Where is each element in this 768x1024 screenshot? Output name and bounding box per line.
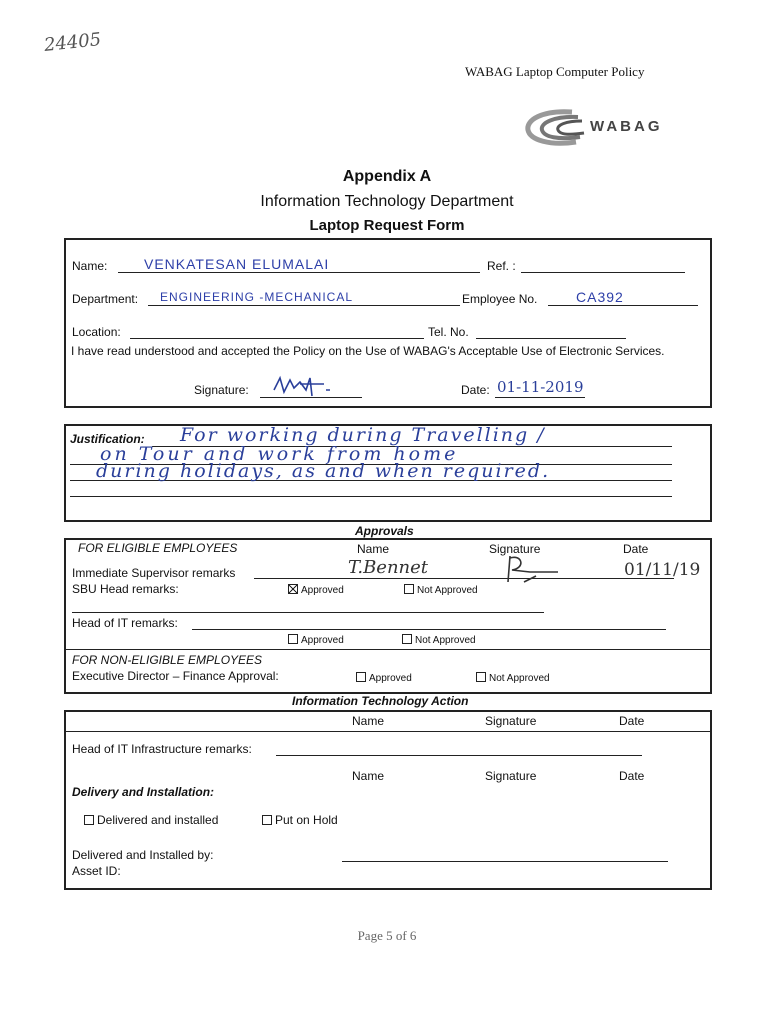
it-col-name-2: Name	[352, 769, 385, 783]
it-action-heading: Information Technology Action	[292, 694, 469, 708]
date-field[interactable]	[495, 397, 585, 398]
justification-label: Justification:	[70, 432, 145, 446]
supervisor-signature	[496, 552, 566, 588]
corner-note: 24405	[43, 29, 103, 56]
wabag-logo	[520, 106, 670, 150]
head-it-label: Head of IT remarks:	[72, 616, 178, 630]
policy-title: WABAG Laptop Computer Policy	[465, 64, 645, 79]
signature-label: Signature:	[194, 383, 249, 397]
eligible-heading: FOR ELIGIBLE EMPLOYEES	[78, 541, 238, 555]
head-it-approved-text: Approved	[301, 635, 344, 646]
sbu-approved-text: Approved	[301, 585, 344, 596]
exec-director-label: Executive Director – Finance Approval:	[72, 669, 279, 683]
it-header-divider	[64, 731, 710, 732]
head-it-infra-label: Head of IT Infrastructure remarks:	[72, 742, 252, 756]
date-value: 01-11-2019	[497, 378, 584, 396]
immediate-supervisor-label: Immediate Supervisor remarks	[72, 566, 236, 580]
it-col-name-1: Name	[352, 714, 385, 728]
sbu-not-approved-text: Not Approved	[417, 585, 478, 596]
name-field[interactable]	[118, 272, 480, 273]
approvals-col-signature: Signature	[489, 542, 541, 556]
ref-field[interactable]	[521, 272, 685, 273]
approvals-col-name: Name	[357, 542, 390, 556]
approvals-col-date: Date	[623, 542, 649, 556]
justification-text-2: on Tour and work from home	[100, 443, 459, 465]
supervisor-name: T.Bennet	[348, 557, 429, 578]
head-it-approved-checkbox[interactable]	[288, 634, 298, 644]
sbu-approved-option[interactable]	[288, 584, 344, 596]
page-number: Page 5 of 6	[357, 928, 417, 943]
tel-label: Tel. No.	[428, 325, 469, 339]
justification-line-4[interactable]	[70, 496, 672, 497]
head-it-infra-field[interactable]	[276, 755, 642, 756]
non-eligible-heading: FOR NON-ELIGIBLE EMPLOYEES	[72, 653, 263, 667]
department-field[interactable]	[148, 305, 460, 306]
department-title: Information Technology Department	[260, 193, 514, 210]
asset-id-label: Asset ID:	[72, 864, 121, 878]
delivered-option[interactable]	[84, 813, 218, 827]
sbu-remarks-field[interactable]	[72, 612, 544, 613]
delivery-heading: Delivery and Installation:	[72, 785, 215, 799]
hold-checkbox[interactable]	[262, 815, 272, 825]
it-col-date-2: Date	[619, 769, 645, 783]
exec-not-approved-option[interactable]	[476, 672, 550, 684]
ref-label: Ref. :	[487, 259, 516, 273]
sbu-not-approved-checkbox[interactable]	[404, 584, 414, 594]
justification-text-1: For working during Travelling /	[180, 424, 546, 446]
approvals-heading: Approvals	[355, 524, 414, 538]
it-col-date-1: Date	[619, 714, 645, 728]
head-it-approved-option[interactable]	[288, 634, 344, 646]
declaration-text: I have read understood and accepted the Policy on the Use of WABAG's Acceptable Use of Electronic Services.	[71, 344, 665, 358]
head-it-not-approved-text: Not Approved	[415, 635, 476, 646]
appendix-title: Appendix A	[342, 168, 432, 185]
head-it-field[interactable]	[192, 629, 666, 630]
it-action-box	[64, 710, 712, 890]
delivered-checkbox[interactable]	[84, 815, 94, 825]
head-it-not-approved-checkbox[interactable]	[402, 634, 412, 644]
hold-option-text: Put on Hold	[275, 813, 338, 827]
hold-option[interactable]	[262, 813, 338, 827]
name-label: Name:	[72, 259, 108, 273]
head-it-not-approved-option[interactable]	[402, 634, 476, 646]
location-label: Location:	[72, 325, 121, 339]
exec-approved-option[interactable]	[356, 672, 412, 684]
applicant-signature	[270, 374, 350, 400]
sbu-approved-checkbox[interactable]	[288, 584, 298, 594]
location-field[interactable]	[130, 338, 424, 339]
wabag-logo-swirl	[520, 106, 590, 150]
approvals-divider	[64, 649, 710, 650]
it-col-signature-1: Signature	[485, 714, 537, 728]
date-label: Date:	[461, 383, 490, 397]
department-value: ENGINEERING -MECHANICAL	[160, 290, 354, 304]
exec-approved-text: Approved	[369, 673, 412, 684]
name-value: VENKATESAN ELUMALAI	[144, 256, 330, 272]
employee-no-value: CA392	[576, 289, 624, 305]
exec-not-approved-checkbox[interactable]	[476, 672, 486, 682]
form-title: Laptop Request Form	[309, 217, 465, 234]
employee-no-label: Employee No.	[462, 292, 538, 306]
it-col-signature-2: Signature	[485, 769, 537, 783]
sbu-head-label: SBU Head remarks:	[72, 582, 179, 596]
tel-field[interactable]	[476, 338, 626, 339]
sbu-not-approved-option[interactable]	[404, 584, 478, 596]
exec-approved-checkbox[interactable]	[356, 672, 366, 682]
exec-not-approved-text: Not Approved	[489, 673, 550, 684]
immediate-supervisor-field[interactable]	[254, 578, 674, 579]
delivered-by-label: Delivered and Installed by:	[72, 848, 214, 862]
employee-no-field[interactable]	[548, 305, 698, 306]
delivered-by-field[interactable]	[342, 861, 668, 862]
justification-text-3: during holidays, as and when required.	[96, 460, 551, 482]
wabag-logo-text: WABAG	[590, 118, 663, 135]
department-label: Department:	[72, 292, 139, 306]
supervisor-date: 01/11/19	[624, 560, 701, 580]
delivered-option-text: Delivered and installed	[97, 813, 219, 827]
